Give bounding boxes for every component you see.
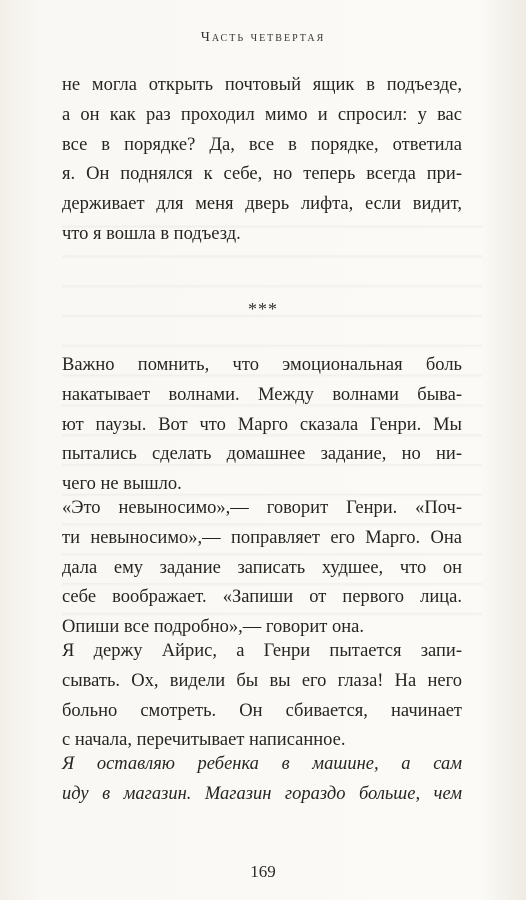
text-line: Я держу Айрис, а Генри пытается запи- xyxy=(62,641,462,661)
text-line: сывать. Ох, видели бы вы его глаза! На него xyxy=(62,670,462,691)
text-line: дала ему задание записать худшее, что он xyxy=(62,557,462,578)
text-line: себе воображает. «Запиши от первого лица. xyxy=(62,587,462,608)
text-line: Опиши все подробно»,— говорит она. xyxy=(62,617,365,638)
text-line: Важно помнить, что эмоциональная боль xyxy=(62,355,462,375)
text-line: иду в магазин. Магазин гораздо больше, чем xyxy=(62,783,462,804)
paragraph-italic-writing xyxy=(62,750,462,810)
text-line: что я вошла в подъезд. xyxy=(62,223,241,244)
text-line: Я оставляю ребенка в машине, а сам xyxy=(62,754,462,774)
page-number: 169 xyxy=(250,862,276,881)
text-line: держивает для меня дверь лифта, если видит, xyxy=(62,194,462,215)
paragraph-holding-iris xyxy=(62,637,462,756)
text-line: я. Он поднялся к себе, но теперь всегда при- xyxy=(62,164,462,185)
text-line: ют паузы. Вот что Марго сказала Генри. Мы xyxy=(62,414,462,435)
text-line: пытались сделать домашнее задание, но ни- xyxy=(62,444,462,465)
text-line: накатывает волнами. Между волнами быва- xyxy=(62,384,462,405)
text-line: ти невыносимо»,— поправляет его Марго. Она xyxy=(62,527,462,548)
paragraph-unbearable xyxy=(62,494,462,643)
text-line: с начала, перечитывает написанное. xyxy=(62,730,346,751)
text-line: чего не вышло. xyxy=(62,474,182,495)
section-separator: *** xyxy=(248,299,278,319)
text-line: «Это невыносимо»,— говорит Генри. «Поч- xyxy=(62,498,462,518)
text-line: не могла открыть почтовый ящик в подъезде, xyxy=(62,75,462,95)
paragraph-emotional-pain xyxy=(62,351,462,500)
running-head: Часть четвертая xyxy=(200,30,326,45)
text-line: больно смотреть. Он сбивается, начинает xyxy=(62,700,462,721)
text-line: все в порядке? Да, все в порядке, ответила xyxy=(62,134,462,155)
text-line: а он как раз проходил мимо и спросил: у вас xyxy=(62,104,462,125)
paragraph-continuation xyxy=(62,71,462,250)
